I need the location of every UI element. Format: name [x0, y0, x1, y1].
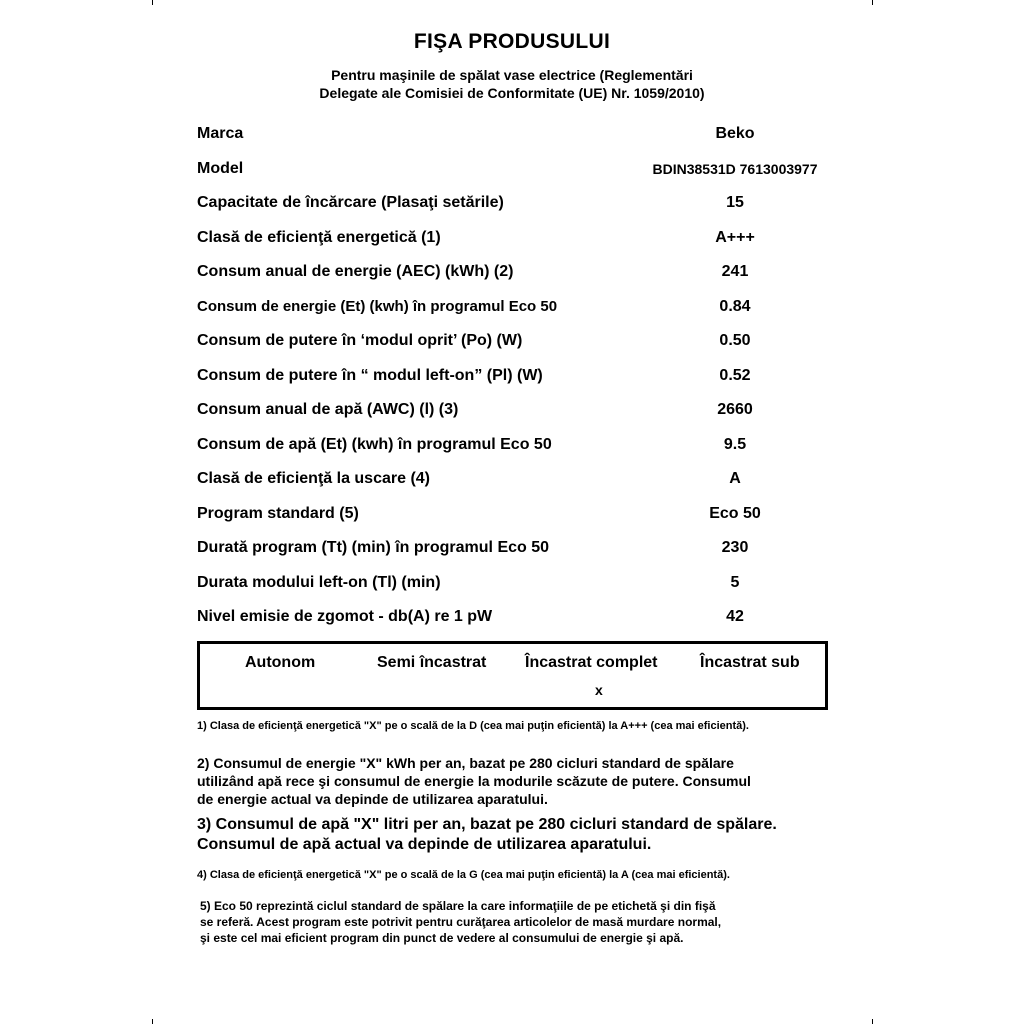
row-label-left-on-power: Consum de putere în “ modul left-on” (Pl) (W) — [197, 367, 543, 384]
row-value-model: BDIN38531D 7613003977 — [652, 161, 818, 177]
row-label-annual-energy: Consum anual de energie (AEC) (kWh) (2) — [197, 263, 514, 280]
row-value-noise: 42 — [726, 608, 744, 625]
footnote-2-line-2: utilizând apă rece şi consumul de energie la modurile scăzute de putere. Consumul — [197, 773, 751, 789]
install-option-fully-integrated: Încastrat complet — [525, 654, 658, 671]
footnote-5-line-1: 5) Eco 50 reprezintă ciclul standard de spălare la care informaţiile de pe etichetă şi din fişă — [200, 899, 716, 913]
row-value-program-duration: 230 — [721, 539, 749, 556]
footnote-3-line-2: Consumul de apă actual va depinde de utilizarea aparatului. — [197, 836, 652, 853]
install-option-semi-integrated: Semi încastrat — [377, 654, 487, 671]
row-label-water-eco50: Consum de apă (Et) (kwh) în programul Eco 50 — [197, 436, 552, 453]
row-value-drying-class: A — [729, 470, 741, 487]
install-option-under-counter: Încastrat sub — [700, 654, 800, 671]
row-value-energy-eco50: 0.84 — [719, 298, 751, 315]
row-label-program-duration: Durată program (Tt) (min) în programul Eco 50 — [197, 539, 550, 556]
crop-mark — [152, 1019, 153, 1024]
row-value-annual-energy: 241 — [721, 263, 749, 280]
row-value-annual-water: 2660 — [717, 401, 753, 418]
row-label-brand: Marca — [197, 125, 244, 142]
row-value-water-eco50: 9.5 — [723, 436, 747, 453]
row-label-drying-class: Clasă de eficienţă la uscare (4) — [197, 470, 430, 487]
row-value-off-mode-power: 0.50 — [719, 332, 751, 349]
footnote-1: 1) Clasa de eficienţă energetică "X" pe o scală de la D (cea mai puţin eficientă) la A+++ (cea mai eficientă). — [197, 720, 749, 732]
row-label-left-on-duration: Durata modului left-on (Tl) (min) — [197, 574, 441, 591]
footnote-3-line-1: 3) Consumul de apă "X" litri per an, bazat pe 280 cicluri standard de spălare. — [197, 816, 777, 833]
row-value-left-on-power: 0.52 — [719, 367, 751, 384]
row-label-standard-program: Program standard (5) — [197, 505, 359, 522]
footnote-5-line-2: se referă. Acest program este potrivit pentru curăţarea articolelor de masă murdare normal, — [200, 915, 722, 929]
crop-mark — [872, 1019, 873, 1024]
row-label-model: Model — [197, 160, 244, 177]
row-value-brand: Beko — [715, 125, 755, 142]
subtitle-line-2: Delegate ale Comisiei de Conformitate (UE) Nr. 1059/2010) — [319, 85, 705, 101]
page-title: FIŞA PRODUSULUI — [413, 30, 611, 53]
install-option-freestanding: Autonom — [245, 654, 316, 671]
row-value-energy-class: A+++ — [715, 229, 755, 246]
footnote-2-line-1: 2) Consumul de energie "X" kWh per an, bazat pe 280 cicluri standard de spălare — [197, 755, 734, 771]
installation-type-box — [197, 641, 828, 710]
footnote-5-line-3: şi este cel mai eficient program din punct de vedere al consumului de energie şi apă. — [200, 931, 684, 945]
crop-mark — [872, 0, 873, 5]
row-value-capacity: 15 — [726, 194, 744, 211]
row-label-noise: Nivel emisie de zgomot - db(A) re 1 pW — [197, 608, 493, 625]
row-label-energy-eco50: Consum de energie (Et) (kwh) în programul Eco 50 — [197, 298, 558, 315]
row-label-energy-class: Clasă de eficienţă energetică (1) — [197, 229, 441, 246]
row-label-annual-water: Consum anual de apă (AWC) (l) (3) — [197, 401, 459, 418]
footnote-2-line-3: de energie actual va depinde de utilizarea aparatului. — [197, 791, 548, 807]
row-label-off-mode-power: Consum de putere în ‘modul oprit’ (Po) (W) — [197, 332, 523, 349]
subtitle-line-1: Pentru maşinile de spălat vase electrice (Reglementări — [331, 67, 693, 83]
row-value-standard-program: Eco 50 — [709, 505, 761, 522]
footnote-4: 4) Clasa de eficienţă energetică "X" pe o scală de la G (cea mai puţin eficientă) la A (cea mai eficientă). — [197, 869, 730, 881]
row-label-capacity: Capacitate de încărcare (Plasaţi setările) — [197, 194, 504, 211]
install-selected-mark: x — [595, 682, 603, 698]
row-value-left-on-duration: 5 — [730, 574, 740, 591]
crop-mark — [152, 0, 153, 5]
